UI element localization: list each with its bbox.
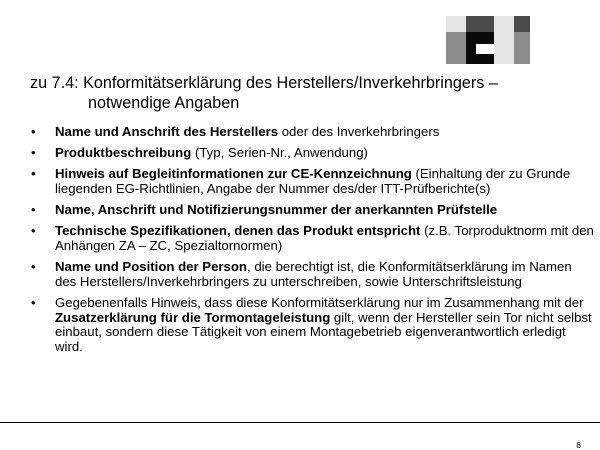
bullet-bold-text: Name, Anschrift und Notifizierungsnummer der anerkannten Prüfstelle (55, 202, 498, 218)
bullet-text: (Einhaltung der zu Grunde liegenden EG-Richtlinien, Angabe der Nummer des/der ITT-Prüfberichte(s) (55, 166, 571, 196)
list-item (0, 296, 600, 354)
bullet-bold-text: Technische Spezifikationen, denen das Produkt entspricht (55, 223, 421, 239)
logo-square (476, 44, 494, 54)
bullet-text: gilt, wenn der Hersteller sein Tor nicht selbst einbaut, sondern diese Tätigkeit von einem Montagebetrieb eigenverantwortlich erledigt wird. (55, 309, 592, 354)
bullet-text: oder des Inverkehrbringers (278, 124, 440, 139)
bullet-list (0, 125, 600, 361)
list-item (0, 203, 600, 218)
slide-title-line-1: zu 7.4: Konformitätserklärung des Herstellers/Inverkehrbringers – (30, 74, 498, 92)
bullet-text: (Typ, Serien-Nr., Anwendung) (191, 145, 368, 161)
bullet-text: Gegebenenfalls Hinweis, dass diese Konformitätserklärung nur im Zusammenhang mit der (55, 294, 584, 310)
logo-square (514, 16, 530, 32)
bullet-icon: • (31, 124, 36, 139)
bullet-bold-text: Name und Anschrift des Herstellers (55, 124, 279, 139)
bullet-bold-text: Hinweis auf Begleitinformationen zur CE-Kennzeichnung (55, 166, 412, 182)
logo-square (494, 32, 514, 64)
list-item (0, 224, 600, 253)
list-item (0, 260, 600, 289)
bullet-icon: • (31, 202, 36, 218)
logo-square (494, 16, 514, 32)
logo-square (514, 32, 530, 64)
slide-title-line-2: notwendige Angaben (88, 93, 240, 112)
footer-divider (0, 422, 600, 423)
bullet-bold-text: Zusatzerklärung für die Tormontageleistung (55, 309, 331, 325)
logo-square (446, 16, 466, 32)
bullet-icon: • (31, 259, 36, 275)
slide-title (30, 74, 590, 113)
bullet-icon: • (31, 166, 36, 182)
list-item (0, 146, 600, 161)
page-number: 8 (576, 440, 581, 450)
bullet-text: (z.B. Torproduktnorm mit den Anhängen ZA – ZC, Spezialtornormen) (55, 223, 594, 253)
logo (446, 16, 530, 64)
bullet-text: , die berechtigt ist, die Konformitätserklärung im Namen des Herstellers/Inverkehrbringers zu unterschreiben, sowie Unterschriftsleistung (55, 259, 572, 289)
bullet-bold-text: Produktbeschreibung (55, 145, 192, 161)
logo-square (446, 32, 466, 64)
list-item (0, 167, 600, 196)
bullet-icon: • (31, 223, 36, 239)
logo-square (466, 16, 494, 32)
list-item (0, 125, 600, 140)
bullet-bold-text: Name und Position der Person (55, 259, 247, 275)
bullet-icon: • (31, 294, 36, 310)
bullet-icon: • (31, 145, 36, 161)
